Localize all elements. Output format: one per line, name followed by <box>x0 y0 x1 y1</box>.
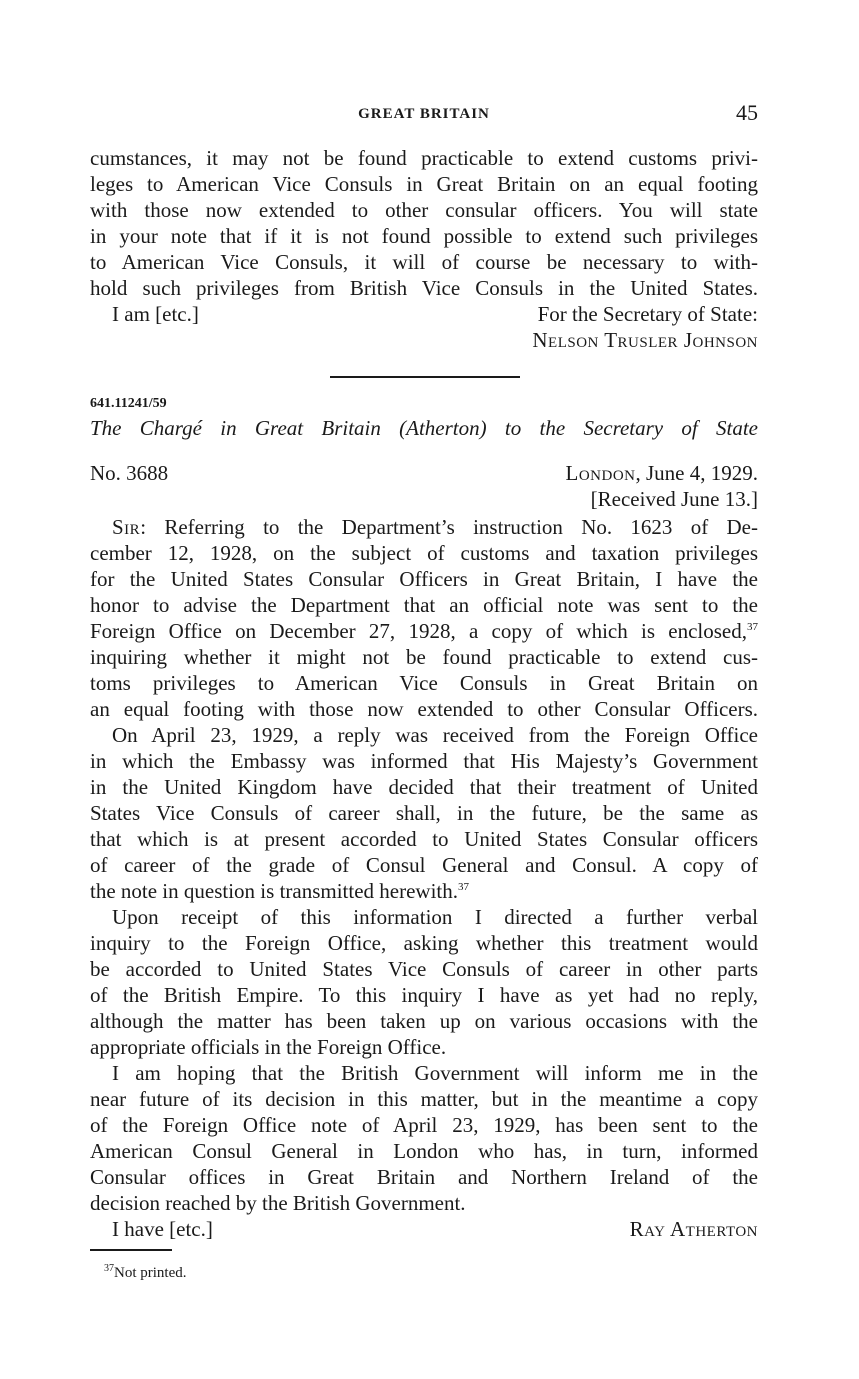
text-line: of the British Empire. To this inquiry I have as yet had no reply, <box>90 983 758 1007</box>
footnote-divider <box>90 1249 172 1251</box>
letter-body <box>90 514 758 1242</box>
text-line: inquiry to the Foreign Office, asking whether this treatment would <box>90 931 758 955</box>
text-line: I am hoping that the British Government will inform me in the <box>112 1061 758 1085</box>
file-reference: 641.11241/59 <box>90 396 167 411</box>
text-line: that which is at present accorded to United States Consular officers <box>90 827 758 851</box>
page-number: 45 <box>736 100 758 125</box>
closing-row <box>90 301 758 327</box>
text-line: American Consul General in London who has, in turn, informed <box>90 1139 758 1163</box>
text-line: Sir: Referring to the Department’s instruction No. 1623 of De- <box>112 515 758 539</box>
dateline <box>566 460 759 486</box>
closing-text: I have [etc.] <box>112 1217 213 1241</box>
footnote-ref: 37 <box>747 621 758 633</box>
place: London <box>565 461 636 485</box>
text-line: of the Foreign Office note of April 23, 1929, has been sent to the <box>90 1113 758 1137</box>
text-line: toms privileges to American Vice Consuls in Great Britain on <box>90 671 758 695</box>
received-date: [Received June 13.] <box>590 487 758 511</box>
text-line: inquiring whether it might not be found practicable to extend cus- <box>90 645 758 669</box>
text-line: On April 23, 1929, a reply was received from the Foreign Office <box>112 723 758 747</box>
document-heading: The Chargé in Great Britain (Atherton) to the Secretary of State <box>90 416 758 440</box>
text-line: near future of its decision in this matter, but in the meantime a copy <box>90 1087 758 1111</box>
text-line: in your note that if it is not found possible to extend such privileges <box>90 224 758 248</box>
footnote-marker: 37 <box>104 1263 114 1274</box>
dateline-block <box>90 460 758 512</box>
section-divider <box>330 376 520 378</box>
closing-row <box>90 1216 758 1242</box>
text-line: with those now extended to other consular officers. You will state <box>90 198 758 222</box>
date: , June 4, 1929. <box>635 461 758 485</box>
continuation-paragraph <box>90 145 758 301</box>
text-line: Consular offices in Great Britain and Northern Ireland of the <box>90 1165 758 1189</box>
footnote-ref: 37 <box>458 881 470 893</box>
continuation-block <box>90 145 758 353</box>
text-line: to American Vice Consuls, it will of course be necessary to with- <box>90 250 758 274</box>
text-line: cember 12, 1928, on the subject of customs and taxation privileges <box>90 541 758 565</box>
text-line: honor to advise the Department that an official note was sent to the <box>90 593 758 617</box>
text-line: Foreign Office on December 27, 1928, a copy of which is enclosed,$^{37}$ <box>90 619 758 643</box>
salutation: Sir <box>112 515 141 539</box>
document-number: No. 3688 <box>90 461 169 485</box>
footnote-text: Not printed. <box>114 1265 187 1281</box>
text-line: an equal footing with those now extended to other Consular Officers. <box>90 697 758 721</box>
signer-name: Ray Atherton <box>629 1217 758 1241</box>
text-line: be accorded to United States Vice Consuls of career in other parts <box>90 957 758 981</box>
footnote <box>104 1265 187 1282</box>
text-line: leges to American Vice Consuls in Great Britain on an equal footing <box>90 172 758 196</box>
for-secretary: For the Secretary of State: <box>537 302 758 326</box>
text-line: cumstances, it may not be found practicable to extend customs privi- <box>90 146 758 170</box>
closing-text: I am [etc.] <box>112 302 199 326</box>
text-line: appropriate officials in the Foreign Office. <box>90 1035 447 1059</box>
text-line: States Vice Consuls of career shall, in the future, be the same as <box>90 801 758 825</box>
running-title: GREAT BRITAIN <box>358 106 490 122</box>
text-line: of career of the grade of Consul General and Consul. A copy of <box>90 853 758 877</box>
text-line: for the United States Consular Officers in Great Britain, I have the <box>90 567 758 591</box>
text-line: Upon receipt of this information I directed a further verbal <box>112 905 758 929</box>
dateline-row <box>90 460 758 486</box>
text-line: decision reached by the British Government. <box>90 1191 466 1215</box>
text-line: hold such privileges from British Vice Consuls in the United States. <box>90 276 758 300</box>
text-line: in the United Kingdom have decided that their treatment of United <box>90 775 758 799</box>
text-line: although the matter has been taken up on various occasions with the <box>90 1009 758 1033</box>
text-line: in which the Embassy was informed that His Majesty’s Government <box>90 749 758 773</box>
running-header <box>90 100 758 130</box>
signer-name: Nelson Trusler Johnson <box>532 328 758 352</box>
text-line: the note in question is transmitted herewith.$^{37}$ <box>90 879 470 903</box>
